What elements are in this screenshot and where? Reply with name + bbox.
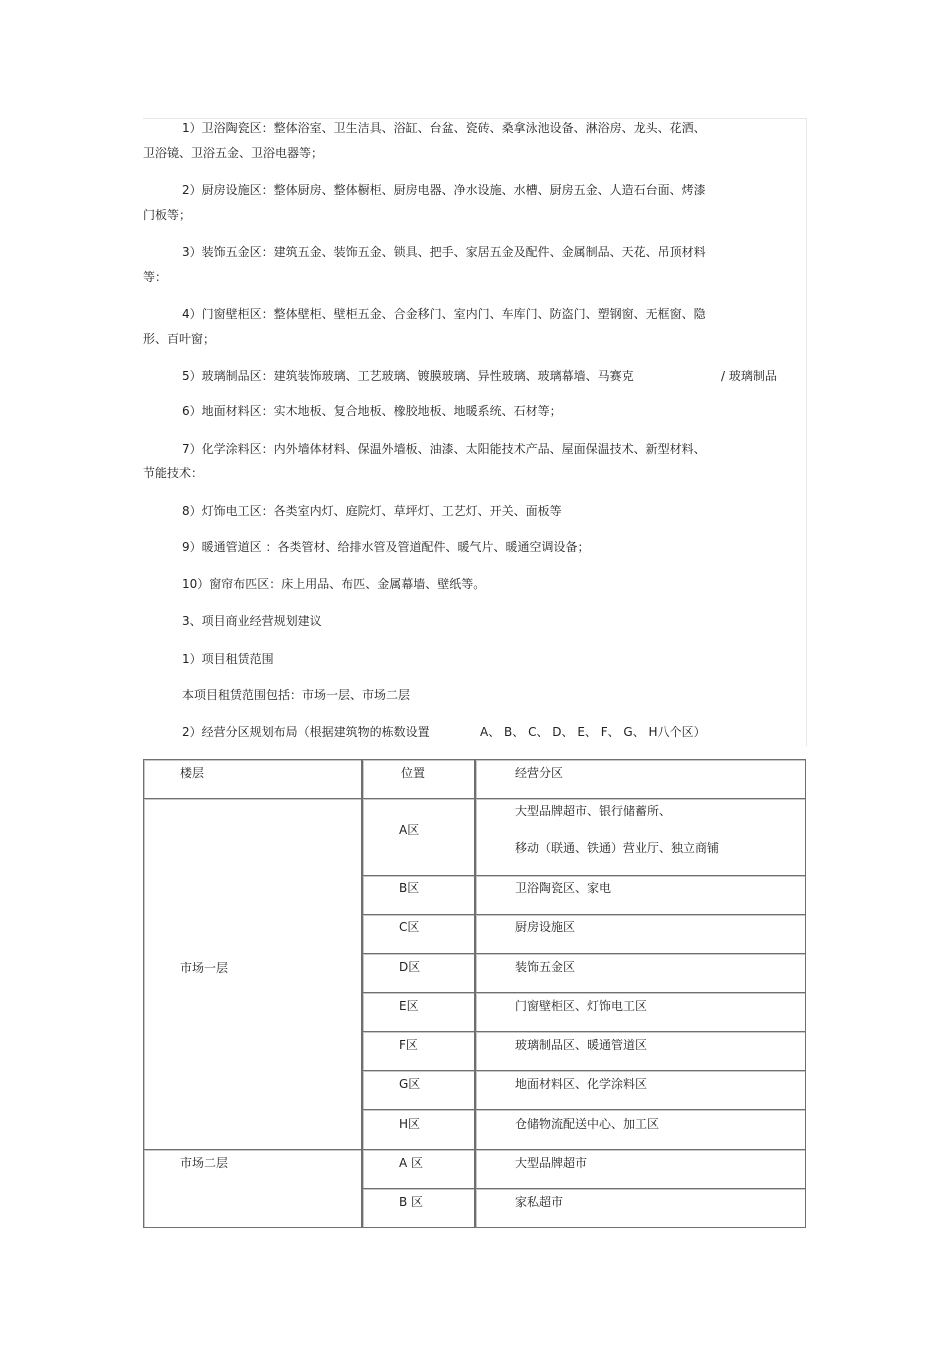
zone-desc: 门窗壁柜区、灯饰电工区 [515,999,648,1013]
paragraph-3-line-1: 3）装饰五金区：建筑五金、装饰五金、锁具、把手、家居五金及配件、金属制品、天花、吊顶材料 [182,245,706,259]
header-floor: 楼层 [180,766,205,780]
paragraph-1-line-1: 1）卫浴陶瓷区：整体浴室、卫生洁具、浴缸、台盆、瓷砖、桑拿泳池设备、淋浴房、龙头、花洒、 [182,121,706,135]
paragraph-6: 6）地面材料区：实木地板、复合地板、橡胶地板、地暖系统、石材等； [182,404,562,418]
paragraph-2-line-2: 门板等； [143,208,192,222]
subsection-1-body: 本项目租赁范围包括：市场一层、市场二层 [182,688,411,702]
zone-cell: A 区 [399,1156,424,1170]
paragraph-1-line-2: 卫浴镜、卫浴五金、卫浴电器等； [143,146,324,160]
zone-cell: F区 [399,1038,418,1052]
zone-cell: C区 [399,920,420,934]
section-3-heading: 3、项目商业经营规划建议 [182,614,322,628]
zone-desc: 装饰五金区 [515,960,576,974]
zone-cell: E区 [399,999,419,1013]
subsection-2-heading: 2）经营分区规划布局（根据建筑物的栋数设置 [182,725,430,739]
paragraph-8: 8）灯饰电工区：各类室内灯、庭院灯、草坪灯、工艺灯、开关、面板等 [182,504,562,518]
floor-2-cell [143,1149,362,1228]
paragraph-9: 9）暖通管道区 ：各类管材、给排水管及管道配件、暖气片、暖通空调设备； [182,540,590,554]
paragraph-7-line-2: 节能技术： [143,466,204,480]
paragraph-5-tail: / 玻璃制品 [721,369,777,383]
zone-desc: 玻璃制品区、暖通管道区 [515,1038,648,1052]
subsection-1-heading: 1）项目租赁范围 [182,652,274,666]
zone-desc: 卫浴陶瓷区、家电 [515,881,612,895]
zone-desc: 家私超市 [515,1195,564,1209]
zone-cell: D区 [399,960,421,974]
zone-cell: B 区 [399,1195,424,1209]
zone-desc: 大型品牌超市 [515,1156,588,1170]
header-zone: 经营分区 [515,766,564,780]
header-position: 位置 [401,766,426,780]
zone-desc: 仓储物流配送中心、加工区 [515,1117,660,1131]
zoning-table [143,759,806,1228]
paragraph-10: 10）窗帘布匹区：床上用品、布匹、金属幕墙、壁纸等。 [182,577,486,591]
zone-desc: 地面材料区、化学涂料区 [515,1077,648,1091]
zone-desc: 大型品牌超市、银行储蓄所、 [515,804,672,818]
paragraph-7-line-1: 7）化学涂料区：内外墙体材料、保温外墙板、油漆、太阳能技术产品、屋面保温技术、新型材料、 [182,442,706,456]
zone-cell: H区 [399,1117,421,1131]
table-row [362,798,475,876]
zone-desc-line-2: 移动（联通、铁通）营业厅、独立商铺 [515,841,720,855]
paragraph-5-line-1: 5）玻璃制品区：建筑装饰玻璃、工艺玻璃、镀膜玻璃、异性玻璃、玻璃幕墙、马赛克 [182,369,634,383]
zone-desc: 厨房设施区 [515,920,576,934]
zone-cell: G区 [399,1077,421,1091]
subsection-2-tail: A、 B、 C、 D、 E、 F、 G、 H八个区） [480,725,706,739]
header-cell-floor [143,759,362,799]
paragraph-3-line-2: 等： [143,270,168,284]
table-row [362,1031,475,1071]
zone-cell: A区 [399,823,420,837]
paragraph-2-line-1: 2）厨房设施区：整体厨房、整体橱柜、厨房电器、净水设施、水槽、厨房五金、人造石台面、烤漆 [182,183,706,197]
floor-1-label: 市场一层 [180,961,229,975]
zone-cell: B区 [399,881,420,895]
paragraph-4-line-2: 形、百叶窗； [143,332,216,346]
floor-2-label: 市场二层 [180,1156,229,1170]
paragraph-4-line-1: 4）门窗壁柜区：整体壁柜、壁柜五金、合金移门、室内门、车库门、防盗门、塑钢窗、无框窗、隐 [182,307,706,321]
floor-1-cell [143,798,362,1150]
